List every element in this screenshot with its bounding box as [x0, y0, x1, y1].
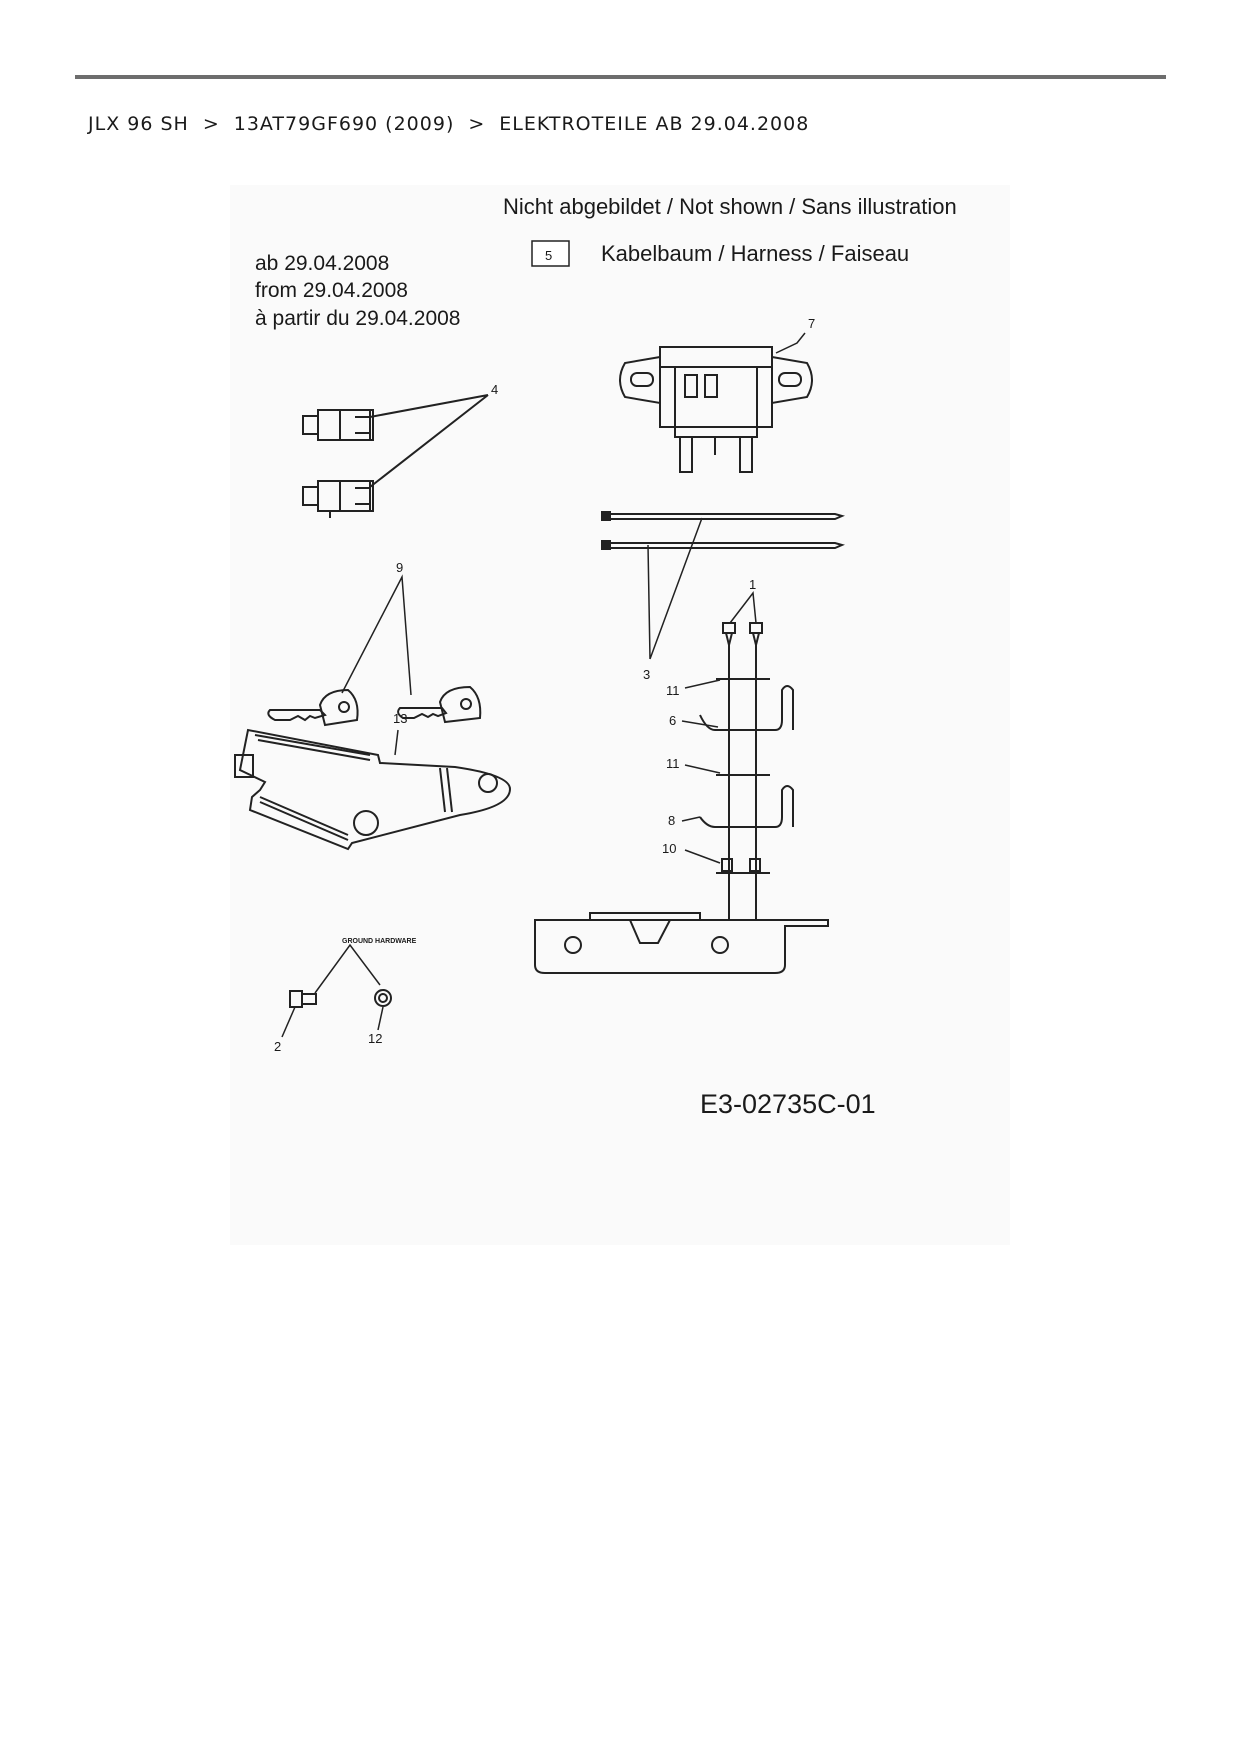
callout-4: 4 [491, 382, 499, 397]
callout-1: 1 [749, 577, 757, 592]
drawing-code: E3-02735C-01 [700, 1089, 876, 1119]
breadcrumb-section: ELEKTROTEILE AB 29.04.2008 [499, 113, 810, 135]
callout-9: 9 [396, 560, 404, 575]
not-shown-item-label: Kabelbaum / Harness / Faiseau [601, 241, 910, 266]
top-rule [75, 75, 1166, 79]
callout-6: 6 [669, 713, 677, 728]
breadcrumb-part-number[interactable]: 13AT79GF690 (2009) [233, 113, 455, 135]
callout-8: 8 [668, 813, 676, 828]
callout-10: 10 [662, 841, 677, 856]
breadcrumb-model[interactable]: JLX 96 SH [88, 113, 189, 135]
parts-diagram [230, 185, 1010, 1245]
breadcrumb-separator: > [202, 113, 220, 135]
callout-3: 3 [643, 667, 651, 682]
callout-2: 2 [274, 1039, 282, 1054]
breadcrumb [88, 113, 809, 135]
callout-11a: 11 [666, 683, 680, 698]
ground-hardware-label: GROUND HARDWARE [342, 938, 417, 945]
not-shown-heading: Nicht abgebildet / Not shown / Sans illustration [503, 194, 957, 219]
callout-13: 13 [393, 711, 408, 726]
callout-7: 7 [808, 316, 816, 331]
date-line-fr: à partir du 29.04.2008 [255, 307, 461, 330]
date-line-en: from 29.04.2008 [255, 279, 408, 302]
callout-12: 12 [368, 1031, 383, 1046]
breadcrumb-separator: > [468, 113, 486, 135]
callout-11b: 11 [666, 756, 680, 771]
not-shown-item-number: 5 [545, 248, 553, 263]
date-line-de: ab 29.04.2008 [255, 252, 390, 275]
